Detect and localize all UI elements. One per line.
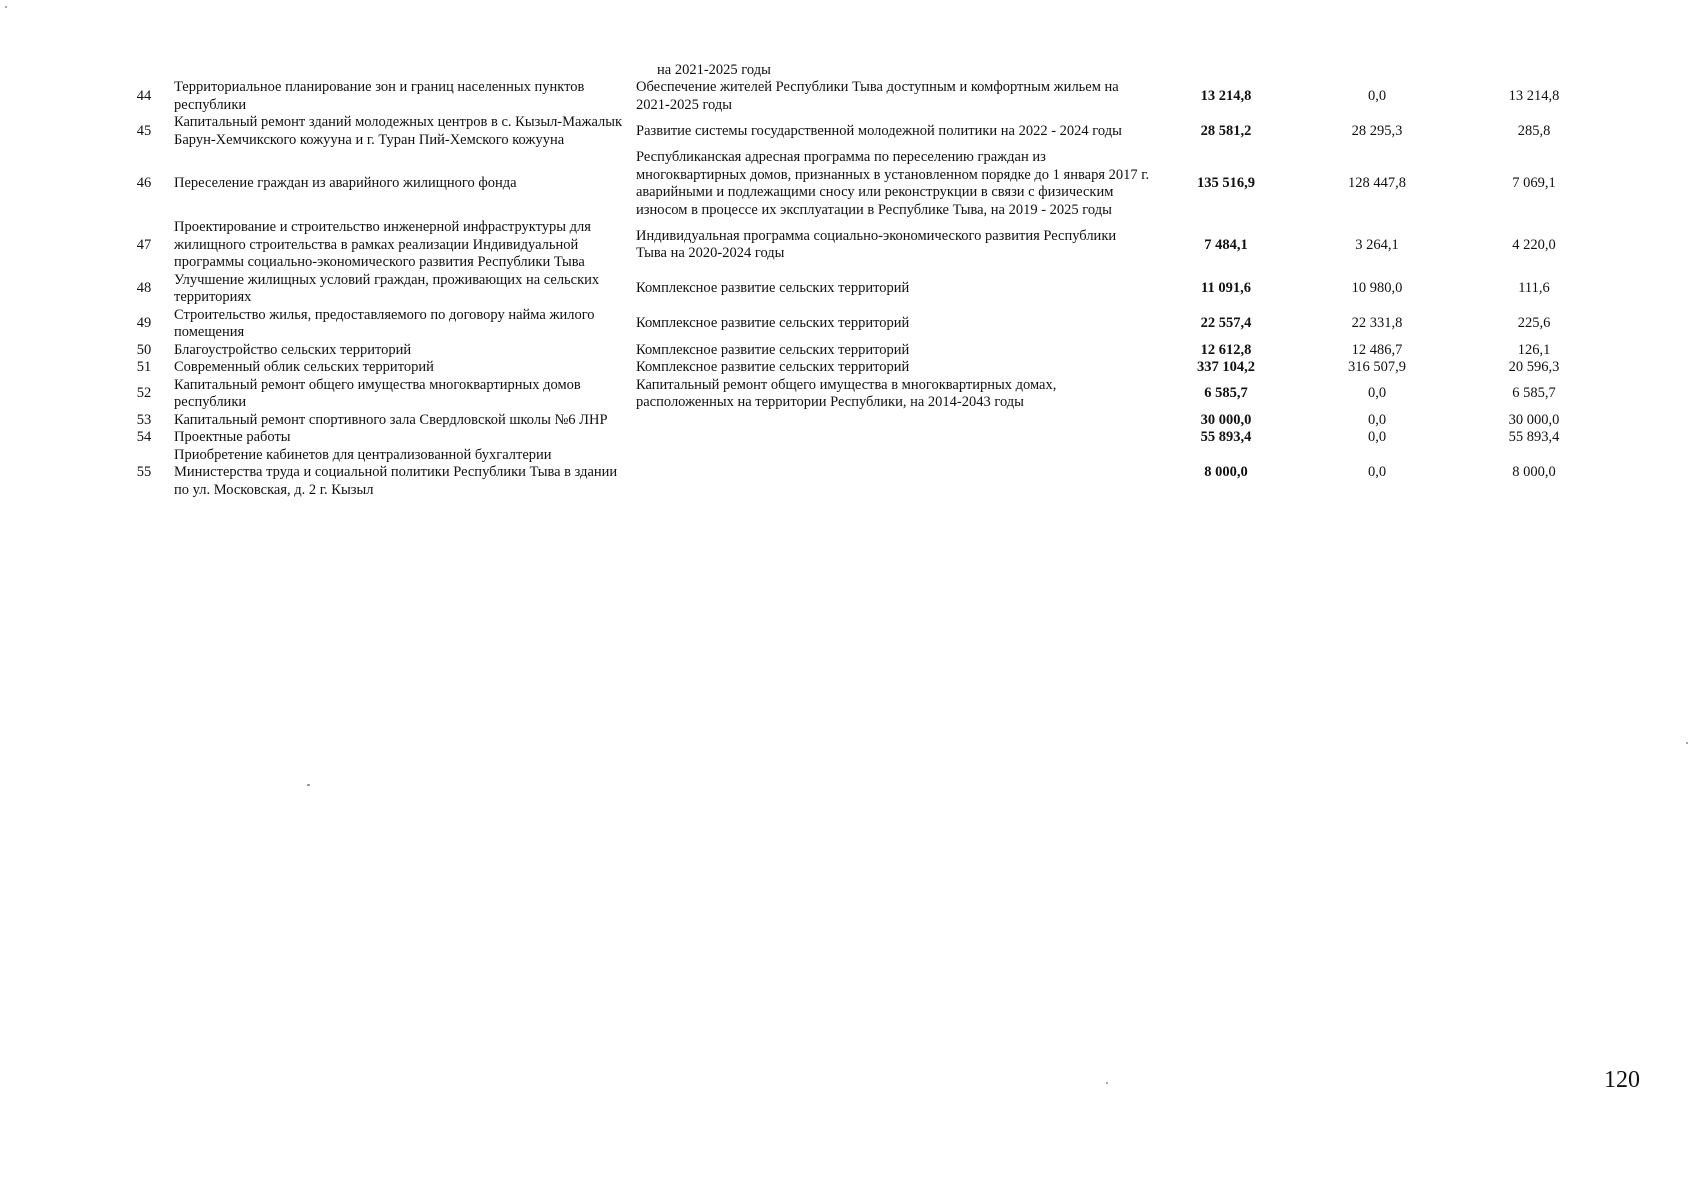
object-name: Благоустройство сельских территорий	[174, 341, 412, 358]
program-name	[630, 429, 1156, 447]
total-amount: 12 612,8	[1200, 341, 1252, 358]
program-name: Индивидуальная программа социально-экономического развития Республики Тыва на 2020-2024 годы	[636, 227, 1117, 262]
regional-amount: 6 585,7	[1512, 385, 1556, 402]
table-row	[120, 377, 1610, 412]
row-number: 52	[136, 385, 152, 402]
total-amount: 55 893,4	[1200, 429, 1252, 445]
regional-amount: 30 000,0	[1508, 411, 1560, 428]
federal-amount: 22 331,8	[1351, 315, 1403, 332]
table-row	[120, 219, 1610, 272]
row-number: 44	[136, 87, 152, 104]
continued-program-text: на 2021-2025 годы	[657, 62, 771, 78]
program-name: Развитие системы государственной молодежной политики на 2022 - 2024 годы	[636, 122, 1122, 139]
total-amount: 337 104,2	[1197, 359, 1255, 375]
regional-amount: 225,6	[1517, 315, 1551, 332]
row-number: 45	[136, 122, 152, 139]
page-number: 120	[1604, 1067, 1640, 1093]
scan-speck	[1106, 1082, 1108, 1084]
total-amount: 13 214,8	[1200, 87, 1252, 104]
row-number: 51	[136, 359, 152, 375]
regional-amount: 126,1	[1517, 341, 1551, 358]
row-number: 54	[136, 429, 152, 445]
program-name: Комплексное развитие сельских территорий	[636, 280, 910, 297]
program-name: Комплексное развитие сельских территорий	[636, 359, 910, 375]
table-row	[120, 412, 1610, 430]
row-number: 48	[136, 280, 152, 297]
regional-amount: 55 893,4	[1508, 429, 1560, 445]
total-amount: 22 557,4	[1200, 315, 1252, 332]
table-row	[120, 114, 1610, 149]
object-name: Улучшение жилищных условий граждан, проживающих на сельских территориях	[174, 271, 600, 305]
row-number: 50	[136, 341, 152, 358]
object-name: Капитальный ремонт общего имущества многоквартирных домов республики	[174, 376, 581, 410]
federal-amount: 28 295,3	[1351, 122, 1403, 139]
regional-amount: 111,6	[1518, 280, 1550, 297]
row-number: 46	[136, 175, 152, 192]
total-amount: 30 000,0	[1200, 411, 1252, 428]
federal-amount: 12 486,7	[1351, 341, 1403, 358]
object-name: Капитальный ремонт спортивного зала Свердловской школы №6 ЛНР	[174, 411, 608, 428]
scan-speck	[1686, 742, 1688, 744]
table-row	[120, 79, 1610, 114]
table-row	[120, 149, 1610, 219]
investment-objects-table	[120, 79, 1610, 499]
total-amount: 6 585,7	[1204, 385, 1248, 402]
program-name: Республиканская адресная программа по переселению граждан из многоквартирных домов, признанных в установленном порядке до 1 января 2017 г. аварийными и подлежащими сносу или реконструкции в связи с физическим износом в процессе их эксплуатации в Республике Тыва, на 2019 - 2025 годы	[636, 149, 1150, 218]
table-row	[120, 429, 1610, 447]
federal-amount: 316 507,9	[1348, 359, 1406, 375]
program-name	[630, 412, 1156, 430]
regional-amount: 4 220,0	[1512, 236, 1556, 253]
federal-amount: 0,0	[1367, 411, 1387, 428]
total-amount: 7 484,1	[1204, 236, 1248, 253]
regional-amount: 7 069,1	[1512, 175, 1556, 192]
object-name: Территориальное планирование зон и границ населенных пунктов республики	[174, 79, 585, 113]
table-row	[120, 359, 1610, 377]
object-name: Переселение граждан из аварийного жилищного фонда	[174, 175, 517, 192]
program-name: Капитальный ремонт общего имущества в многоквартирных домах, расположенных на территории Республики, на 2014-2043 годы	[636, 376, 1057, 410]
row-number: 53	[136, 411, 152, 428]
table-row	[120, 272, 1610, 307]
federal-amount: 0,0	[1367, 429, 1387, 445]
table-row	[120, 307, 1610, 342]
federal-amount: 0,0	[1367, 87, 1387, 104]
federal-amount: 128 447,8	[1348, 175, 1406, 192]
total-amount: 11 091,6	[1201, 280, 1251, 297]
program-name: Комплексное развитие сельских территорий	[636, 341, 910, 358]
row-number: 47	[136, 236, 152, 253]
row-number: 55	[136, 464, 152, 480]
scan-speck	[307, 784, 310, 786]
table-row	[120, 342, 1610, 360]
federal-amount: 10 980,0	[1351, 280, 1403, 297]
object-name: Современный облик сельских территорий	[174, 359, 434, 375]
regional-amount: 285,8	[1517, 122, 1551, 139]
table-row	[120, 447, 1610, 500]
total-amount: 28 581,2	[1200, 122, 1252, 139]
object-name: Строительство жилья, предоставляемого по договору найма жилого помещения	[174, 306, 595, 340]
federal-amount: 3 264,1	[1355, 236, 1399, 253]
federal-amount: 0,0	[1367, 464, 1387, 480]
row-number: 49	[136, 315, 152, 332]
object-name: Приобретение кабинетов для централизованной бухгалтерии Министерства труда и социальной политики Республики Тыва в здании по ул. Московская, д. 2 г. Кызыл	[174, 446, 618, 498]
total-amount: 135 516,9	[1197, 175, 1255, 192]
federal-amount: 0,0	[1367, 385, 1387, 402]
regional-amount: 8 000,0	[1512, 464, 1556, 480]
regional-amount: 20 596,3	[1508, 359, 1560, 375]
program-name	[630, 447, 1156, 500]
program-name: Обеспечение жителей Республики Тыва доступным и комфортным жильем на 2021-2025 годы	[636, 79, 1119, 113]
object-name: Проектные работы	[174, 429, 291, 445]
scan-speck	[5, 6, 7, 8]
regional-amount: 13 214,8	[1508, 87, 1560, 104]
object-name: Капитальный ремонт зданий молодежных центров в с. Кызыл-Мажалык Барун-Хемчикского кожууна и г. Туран Пий-Хемского кожууна	[174, 114, 623, 148]
total-amount: 8 000,0	[1204, 464, 1248, 480]
program-name: Комплексное развитие сельских территорий	[636, 315, 910, 332]
object-name: Проектирование и строительство инженерной инфраструктуры для жилищного строительства в рамках реализации Индивидуальной программы социально-экономического развития Республики Тыва	[174, 219, 591, 270]
